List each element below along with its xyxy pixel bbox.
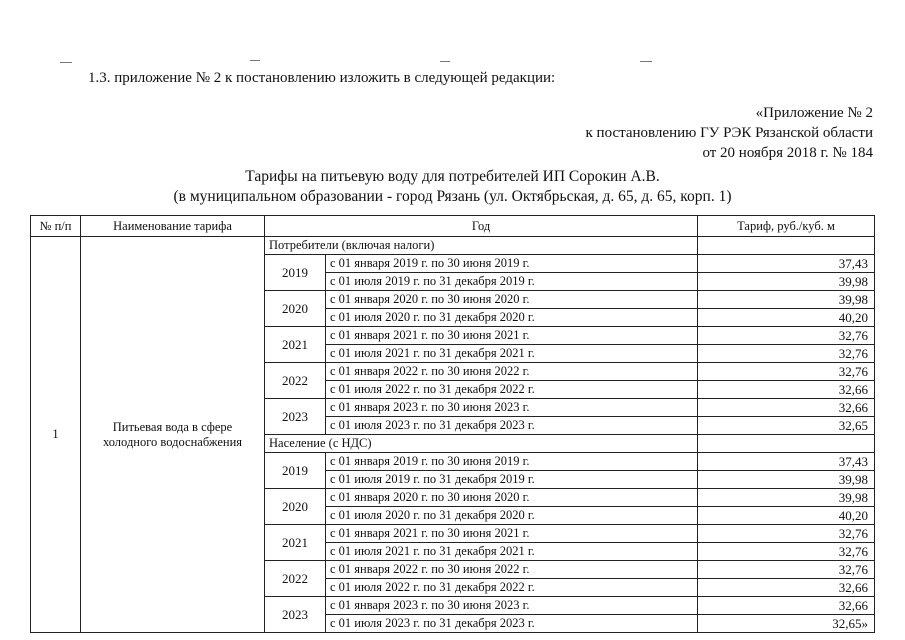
table-header-row bbox=[31, 216, 875, 237]
appendix-line-3: от 20 ноября 2018 г. № 184 bbox=[702, 145, 873, 161]
period-cell: с 01 июля 2022 г. по 31 декабря 2022 г. bbox=[326, 579, 698, 597]
period-cell: с 01 июля 2021 г. по 31 декабря 2021 г. bbox=[326, 345, 698, 363]
period-cell: с 01 июля 2020 г. по 31 декабря 2020 г. bbox=[326, 309, 698, 327]
year-cell: 2019 bbox=[265, 255, 326, 291]
tariff-value-cell: 37,43 bbox=[698, 255, 875, 273]
scan-artifact bbox=[60, 62, 72, 63]
period-cell: с 01 января 2023 г. по 30 июня 2023 г. bbox=[326, 399, 698, 417]
tariff-name: Питьевая вода в сфере холодного водоснабжения bbox=[81, 237, 265, 633]
intro-paragraph: 1.3. приложение № 2 к постановлению изложить в следующей редакции: bbox=[88, 70, 556, 86]
header-tariff-name: Наименование тарифа bbox=[81, 216, 265, 237]
period-cell: с 01 июля 2023 г. по 31 декабря 2023 г. bbox=[326, 615, 698, 633]
header-year: Год bbox=[265, 216, 698, 237]
title-line-2: (в муниципальном образовании - город Рязань (ул. Октябрьская, д. 65, д. 65, корп. 1) bbox=[173, 188, 732, 205]
tariff-value-cell: 32,76 bbox=[698, 561, 875, 579]
tariff-value-cell: 40,20 bbox=[698, 507, 875, 525]
tariff-value-cell: 39,98 bbox=[698, 489, 875, 507]
period-cell: с 01 января 2022 г. по 30 июня 2022 г. bbox=[326, 363, 698, 381]
appendix-line-1: «Приложение № 2 bbox=[755, 105, 873, 121]
consumer-group-label: Население (с НДС) bbox=[265, 435, 698, 453]
period-cell: с 01 июля 2019 г. по 31 декабря 2019 г. bbox=[326, 471, 698, 489]
appendix-header bbox=[586, 103, 873, 163]
scan-artifact bbox=[640, 61, 652, 62]
year-cell: 2020 bbox=[265, 291, 326, 327]
year-cell: 2021 bbox=[265, 327, 326, 363]
table-body bbox=[31, 237, 875, 633]
year-cell: 2022 bbox=[265, 363, 326, 399]
scan-artifact bbox=[250, 60, 260, 61]
tariff-value-cell: 39,98 bbox=[698, 471, 875, 489]
period-cell: с 01 января 2021 г. по 30 июня 2021 г. bbox=[326, 327, 698, 345]
tariff-value-cell: 32,65 bbox=[698, 417, 875, 435]
period-cell: с 01 января 2023 г. по 30 июня 2023 г. bbox=[326, 597, 698, 615]
tariff-table bbox=[30, 215, 875, 633]
year-cell: 2023 bbox=[265, 597, 326, 633]
period-cell: с 01 июля 2019 г. по 31 декабря 2019 г. bbox=[326, 273, 698, 291]
year-cell: 2020 bbox=[265, 489, 326, 525]
row-number: 1 bbox=[31, 237, 81, 633]
document-title bbox=[0, 167, 905, 207]
year-cell: 2019 bbox=[265, 453, 326, 489]
period-cell: с 01 января 2020 г. по 30 июня 2020 г. bbox=[326, 291, 698, 309]
tariff-value-cell: 32,66 bbox=[698, 381, 875, 399]
year-cell: 2023 bbox=[265, 399, 326, 435]
group-value-empty bbox=[698, 237, 875, 255]
tariff-value-cell: 32,66 bbox=[698, 579, 875, 597]
consumer-group-label: Потребители (включая налоги) bbox=[265, 237, 698, 255]
year-cell: 2021 bbox=[265, 525, 326, 561]
period-cell: с 01 января 2019 г. по 30 июня 2019 г. bbox=[326, 255, 698, 273]
period-cell: с 01 июля 2020 г. по 31 декабря 2020 г. bbox=[326, 507, 698, 525]
tariff-value-cell: 39,98 bbox=[698, 273, 875, 291]
group-row bbox=[31, 237, 875, 255]
header-tariff-value: Тариф, руб./куб. м bbox=[698, 216, 875, 237]
period-cell: с 01 июля 2021 г. по 31 декабря 2021 г. bbox=[326, 543, 698, 561]
tariff-value-cell: 32,66 bbox=[698, 597, 875, 615]
period-cell: с 01 января 2020 г. по 30 июня 2020 г. bbox=[326, 489, 698, 507]
tariff-value-cell: 32,76 bbox=[698, 345, 875, 363]
tariff-value-cell: 32,76 bbox=[698, 327, 875, 345]
period-cell: с 01 января 2019 г. по 30 июня 2019 г. bbox=[326, 453, 698, 471]
group-value-empty bbox=[698, 435, 875, 453]
tariff-value-cell: 32,76 bbox=[698, 525, 875, 543]
tariff-value-cell: 32,76 bbox=[698, 543, 875, 561]
period-cell: с 01 января 2021 г. по 30 июня 2021 г. bbox=[326, 525, 698, 543]
period-cell: с 01 июля 2022 г. по 31 декабря 2022 г. bbox=[326, 381, 698, 399]
scan-artifact bbox=[440, 61, 450, 62]
tariff-value-cell: 37,43 bbox=[698, 453, 875, 471]
period-cell: с 01 июля 2023 г. по 31 декабря 2023 г. bbox=[326, 417, 698, 435]
tariff-value-cell: 32,66 bbox=[698, 399, 875, 417]
tariff-value-cell: 32,76 bbox=[698, 363, 875, 381]
title-line-1: Тарифы на питьевую воду для потребителей ИП Сорокин А.В. bbox=[245, 168, 660, 185]
tariff-value-cell: 39,98 bbox=[698, 291, 875, 309]
tariff-value-cell: 32,65» bbox=[698, 615, 875, 633]
appendix-line-2: к постановлению ГУ РЭК Рязанской области bbox=[585, 125, 873, 141]
tariff-value-cell: 40,20 bbox=[698, 309, 875, 327]
header-number: № п/п bbox=[31, 216, 81, 237]
period-cell: с 01 января 2022 г. по 30 июня 2022 г. bbox=[326, 561, 698, 579]
year-cell: 2022 bbox=[265, 561, 326, 597]
